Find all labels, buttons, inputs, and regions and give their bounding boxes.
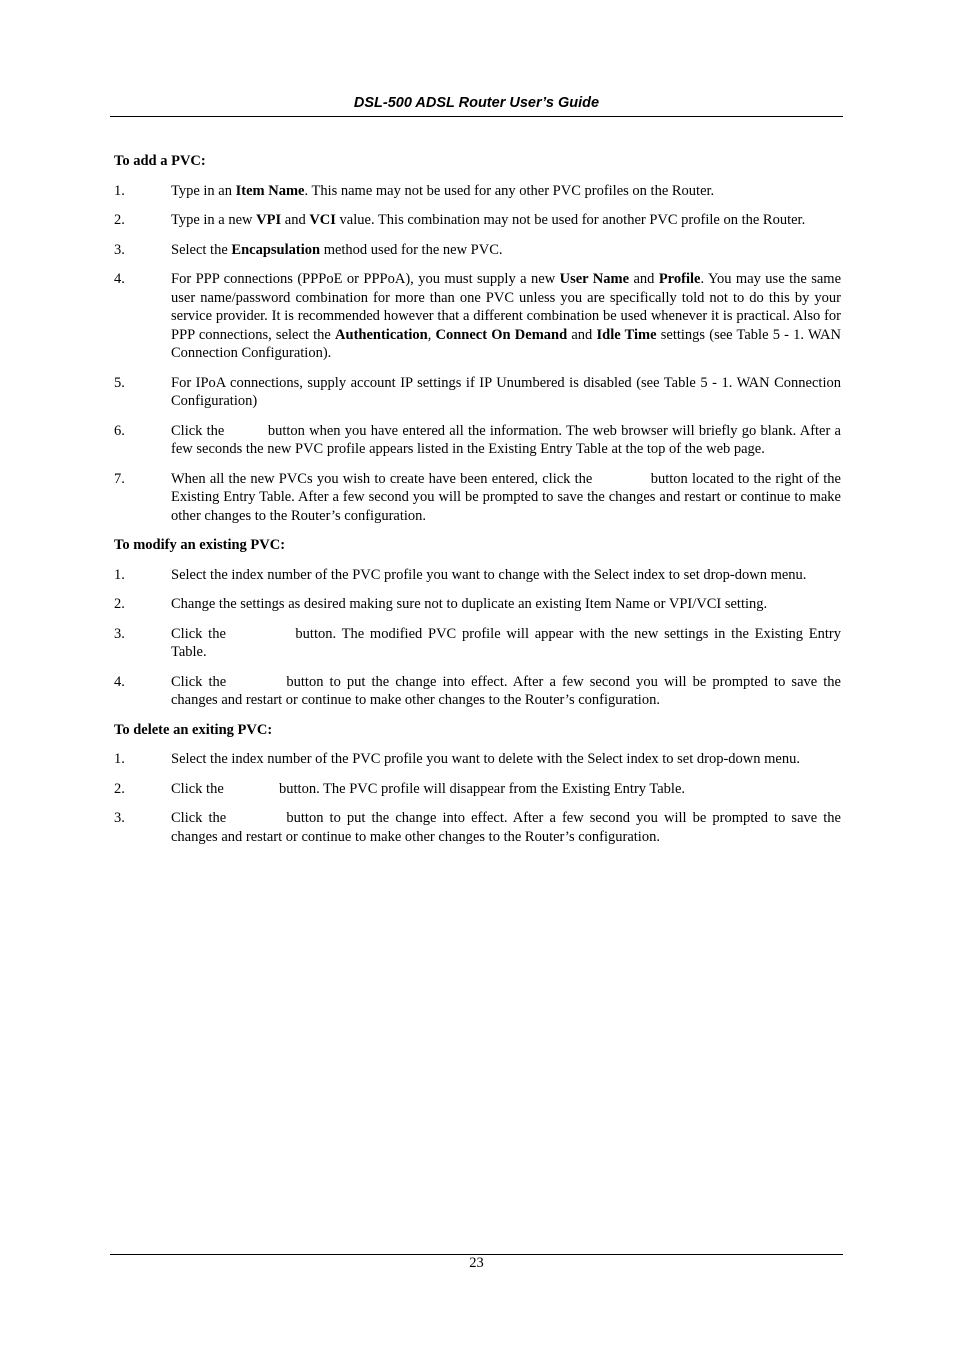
step-number: 2. [114,212,125,228]
list-item [114,780,841,799]
step-text: For IPoA connections, supply account IP settings if IP Unumbered is disabled (see Table 5 - 1. WAN Connection Configuration) [171,374,841,409]
step-text: Change the settings as desired making sure not to duplicate an existing Item Name or VPI/VCI setting. [171,596,768,612]
step-text: Type in a new VPI and VCI value. This combination may not be used for another PVC profile on the Router. [171,212,806,228]
page-content [114,152,841,857]
add-pvc-section [114,152,841,525]
step-number: 3. [114,810,125,826]
step-text: Click the button. The PVC profile will disappear from the Existing Entry Table. [171,780,686,797]
step-text: Select the Encapsulation method used for the new PVC. [171,241,503,258]
list-item [114,470,841,526]
step-text: Click the button to put the change into effect. After a few second you will be prompted to save the changes and restart or continue to make other changes to the Router’s configuration. [171,810,841,845]
step-text: Click the button. The modified PVC profile will appear with the new settings in the Existing Entry Table. [171,625,841,660]
step-number: 7. [114,470,125,487]
delete-pvc-section [114,721,841,847]
modify-pvc-section [114,536,841,710]
header-rule [110,116,843,117]
list-item [114,374,841,411]
list-item [114,270,841,363]
page-number: 23 [469,1255,484,1271]
step-text: Select the index number of the PVC profile you want to delete with the Select index to set drop-down menu. [171,751,800,767]
step-number: 3. [114,625,125,642]
step-text: Click the button to put the change into effect. After a few second you will be prompted to save the changes and restart or continue to make other changes to the Router’s configuration. [171,673,841,708]
list-item [114,566,841,585]
add-pvc-steps [114,182,841,526]
delete-pvc-heading: To delete an exiting PVC: [114,721,273,738]
list-item [114,182,841,201]
step-text: Select the index number of the PVC profile you want to change with the Select index to set drop-down menu. [171,566,807,583]
step-number: 6. [114,422,125,439]
list-item [114,241,841,260]
running-header: DSL-500 ADSL Router User’s Guide [353,95,600,111]
list-item [114,595,841,614]
step-text: When all the new PVCs you wish to create have been entered, click the button located to the right of the Existing Entry Table. After a few second you will be prompted to save the changes and restart or continue to make other changes to the Router’s configuration. [171,470,841,524]
list-item [114,211,841,230]
modify-pvc-steps [114,566,841,710]
add-pvc-heading: To add a PVC: [114,153,206,169]
step-number: 1. [114,566,125,583]
step-text: Type in an Item Name. This name may not be used for any other PVC profiles on the Router. [171,182,715,199]
step-text: For PPP connections (PPPoE or PPPoA), you must supply a new User Name and Profile. You may use the same user name/password combination for more than one PVC unless you are specifically told not to do this by your service provider. It is recommended however that a different combination be used whenever it is practical. Also for PPP connections, select the Authentication, Connect On Demand and Idle Time settings (see Table 5 - 1. WAN Connection Configuration). [171,271,842,361]
list-item [114,625,841,662]
step-number: 5. [114,374,125,391]
list-item [114,809,841,846]
step-number: 3. [114,241,125,258]
modify-pvc-heading: To modify an existing PVC: [114,537,286,553]
step-number: 4. [114,271,125,287]
list-item [114,750,841,769]
step-number: 1. [114,182,125,199]
step-number: 1. [114,751,125,767]
delete-pvc-steps [114,750,841,846]
step-number: 2. [114,780,125,797]
step-number: 2. [114,596,125,612]
step-number: 4. [114,673,125,690]
list-item [114,422,841,459]
list-item [114,673,841,710]
step-text: Click the button when you have entered all the information. The web browser will briefly go blank. After a few seconds the new PVC profile appears listed in the Existing Entry Table at the top of the web page. [171,422,841,457]
